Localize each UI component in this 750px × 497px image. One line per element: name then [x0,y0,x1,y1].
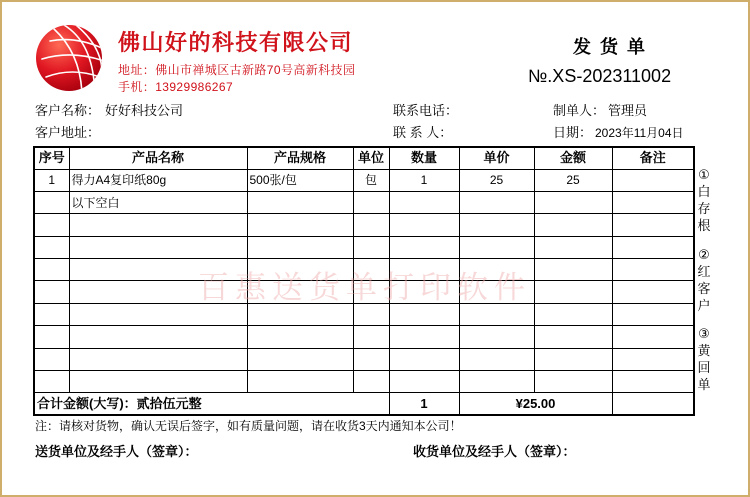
total-amount: ¥25.00 [459,393,612,415]
table-row [34,236,694,258]
cell-amount [534,214,612,236]
cell-remark [612,214,694,236]
cell-index [34,371,69,393]
cell-index [34,214,69,236]
table-row [34,281,694,303]
header-index: 序号 [34,147,69,169]
document-number: №.XS-202311002 [528,66,672,86]
cell-remark [612,371,694,393]
cell-product-name: 得力A4复印纸80g [69,169,247,191]
cell-spec [247,281,353,303]
cell-amount [534,326,612,348]
cell-unit [353,191,389,213]
cell-remark [612,303,694,325]
cell-index [34,326,69,348]
customer-address-label: 客户地址： [35,125,101,140]
contact-label: 联 系 人： [393,125,453,140]
cell-unit-price [459,214,534,236]
cell-unit [353,236,389,258]
company-address: 地址：佛山市禅城区古新路70号高新科技园 [118,63,356,77]
cell-spec: 500张/包 [247,169,353,191]
customer-name-label: 客户名称： [35,103,101,118]
copy-label-white: ①白存根 [697,167,711,233]
cell-spec [247,348,353,370]
table-row [34,348,694,370]
cell-amount [534,191,612,213]
cell-spec [247,214,353,236]
cell-remark [612,281,694,303]
cell-index [34,259,69,281]
customer-name-value: 好好科技公司 [105,103,184,118]
company-name: 佛山好的科技有限公司 [118,30,354,55]
cell-index [34,191,69,213]
cell-unit-price [459,191,534,213]
creator-value: 管理员 [608,103,648,118]
footer-note: 注：请核对货物，确认无误后签字，如有质量问题，请在收货3天内通知本公司！ [35,419,462,433]
cell-quantity [389,303,459,325]
date-value: 2023年11月04日 [595,126,684,140]
cell-quantity [389,214,459,236]
cell-remark [612,236,694,258]
cell-index [34,303,69,325]
cell-product-name [69,371,247,393]
cell-spec [247,236,353,258]
cell-product-name [69,259,247,281]
cell-unit [353,371,389,393]
cell-product-name [69,236,247,258]
cell-quantity [389,236,459,258]
table-row [34,191,694,213]
cell-unit [353,259,389,281]
cell-unit-price [459,326,534,348]
cell-amount [534,348,612,370]
cell-quantity [389,348,459,370]
cell-spec [247,371,353,393]
table-body [34,169,694,393]
table-row [34,303,694,325]
cell-index: 1 [34,169,69,191]
cell-quantity: 1 [389,169,459,191]
table-header-row [34,147,694,169]
cell-amount [534,281,612,303]
cell-unit-price [459,236,534,258]
cell-unit-price: 25 [459,169,534,191]
header-amount: 金额 [534,147,612,169]
cell-quantity [389,281,459,303]
cell-product-name [69,348,247,370]
cell-unit [353,281,389,303]
cell-index [34,281,69,303]
cell-unit: 包 [353,169,389,191]
cell-unit-price [459,371,534,393]
copy-label-yellow: ③黄回单 [697,326,711,392]
table-row [34,214,694,236]
table-row [34,259,694,281]
cell-product-name: 以下空白 [69,191,247,213]
cell-unit [353,214,389,236]
cell-spec [247,191,353,213]
cell-remark [612,191,694,213]
cell-unit [353,326,389,348]
cell-amount [534,236,612,258]
cell-product-name [69,214,247,236]
cell-quantity [389,371,459,393]
table-row [34,169,694,191]
cell-amount [534,303,612,325]
cell-product-name [69,281,247,303]
cell-spec [247,303,353,325]
header-unit: 单位 [353,147,389,169]
cell-unit-price [459,259,534,281]
cell-remark [612,169,694,191]
header-product-name: 产品名称 [69,147,247,169]
cell-remark [612,348,694,370]
cell-index [34,348,69,370]
copy-label-red: ②红客户 [697,247,711,313]
company-phone: 手机：13929986267 [118,80,234,94]
creator-label: 制单人： [553,103,606,118]
cell-spec [247,259,353,281]
goods-table [33,146,695,416]
cell-quantity [389,326,459,348]
phone-label: 联系电话： [393,103,459,118]
cell-unit-price [459,303,534,325]
header-spec: 产品规格 [247,147,353,169]
header-quantity: 数量 [389,147,459,169]
cell-unit-price [459,348,534,370]
cell-quantity [389,191,459,213]
cell-spec [247,326,353,348]
date-label: 日期： [553,125,593,140]
cell-unit [353,348,389,370]
receiver-signature-label: 收货单位及经手人（签章）： [413,444,576,459]
watermark: 百惠送货单打印软件 [198,270,531,305]
total-amount-in-words: 合计金额(大写)：贰拾伍元整 [34,393,389,415]
header-remark: 备注 [612,147,694,169]
cell-index [34,236,69,258]
total-row [34,393,694,415]
red-globe-icon [34,23,104,93]
cell-unit-price [459,281,534,303]
cell-remark [612,326,694,348]
total-quantity: 1 [389,393,459,415]
cell-amount [534,259,612,281]
cell-amount [534,371,612,393]
table-row [34,326,694,348]
sender-signature-label: 送货单位及经手人（签章）： [35,444,198,459]
document-title: 发 货 单 [572,37,647,57]
cell-product-name [69,326,247,348]
total-remark [612,393,694,415]
cell-quantity [389,259,459,281]
cell-amount: 25 [534,169,612,191]
cell-product-name [69,303,247,325]
cell-unit [353,303,389,325]
header-unit-price: 单价 [459,147,534,169]
cell-remark [612,259,694,281]
table-row [34,371,694,393]
